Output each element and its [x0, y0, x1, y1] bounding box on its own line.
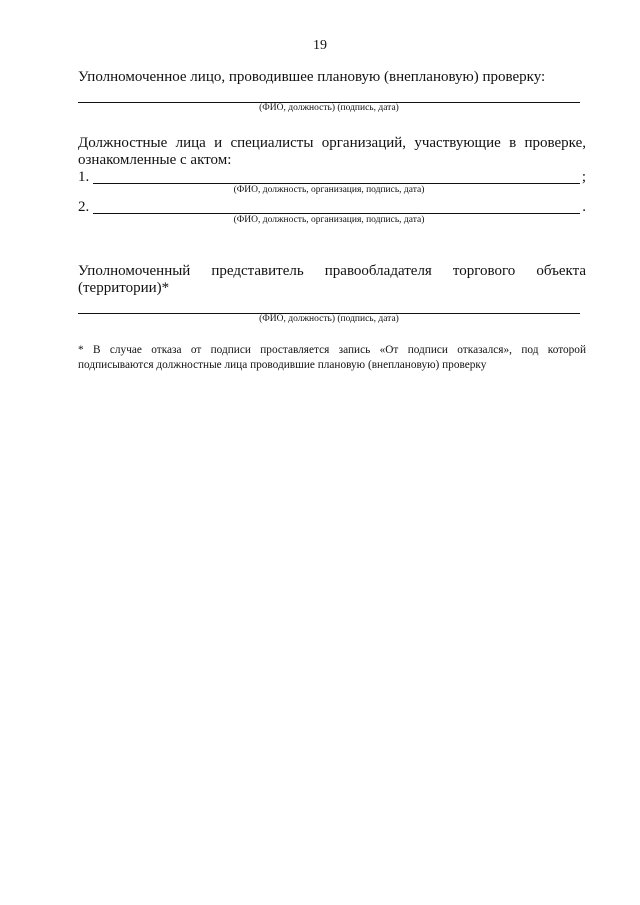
official-row-number: 1.	[78, 169, 90, 185]
official-row-number: 2.	[78, 199, 90, 215]
official-2-signature-caption: (ФИО, должность, организация, подпись, дата)	[233, 215, 425, 225]
official-1-signature-line[interactable]	[93, 183, 580, 184]
officials-label-line1: Должностные лица и специалисты организаций, участвующие в проверке,	[78, 135, 586, 151]
officials-label-line2: ознакомленные с актом:	[78, 152, 232, 168]
representative-signature-caption: (ФИО, должность) (подпись, дата)	[259, 314, 399, 324]
page-number: 19	[313, 38, 327, 53]
footnote-line1: * В случае отказа от подписи проставляется запись «От подписи отказался», под которой	[78, 344, 586, 356]
representative-label-line1: Уполномоченный представитель правообладателя торгового объекта	[78, 263, 586, 279]
inspector-label: Уполномоченное лицо, проводившее плановую (внеплановую) проверку:	[78, 69, 546, 85]
inspector-signature-caption: (ФИО, должность) (подпись, дата)	[259, 103, 399, 113]
official-1-signature-caption: (ФИО, должность, организация, подпись, дата)	[233, 185, 425, 195]
official-row-1	[78, 168, 586, 186]
official-2-signature-line[interactable]	[93, 213, 580, 214]
row-end-punctuation: ;	[581, 169, 586, 185]
official-row-2	[78, 198, 586, 216]
row-end-punctuation: .	[582, 199, 586, 215]
representative-label-line2: (территории)*	[78, 280, 170, 296]
footnote-line2: подписываются должностные лица проводившие плановую (внеплановую) проверку	[78, 359, 487, 371]
